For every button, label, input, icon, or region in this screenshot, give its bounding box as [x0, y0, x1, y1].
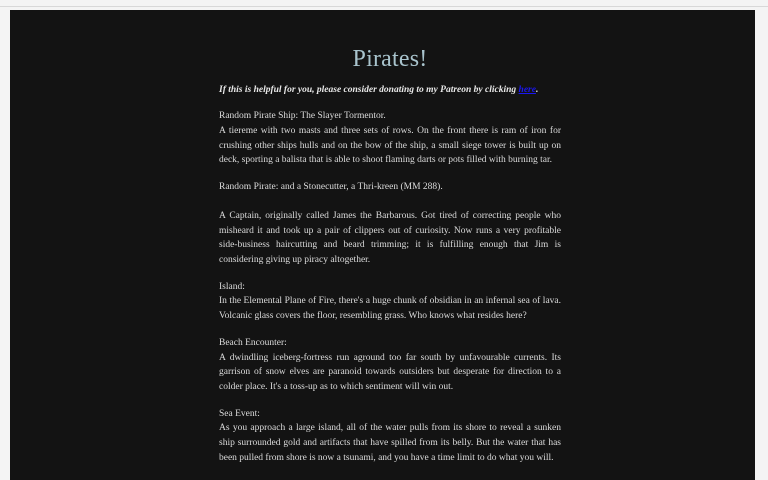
document-page	[10, 10, 755, 480]
page-title: Pirates!	[352, 46, 428, 72]
section-label: Beach Encounter:	[219, 337, 287, 348]
section-island	[219, 280, 561, 324]
section-body: A tiereme with two masts and three sets of rows. On the front there is ram of iron for crushing other ships hulls and on the bow of the ship, a small siege tower is built up on deck, sporting a balista that is able to shoot flaming darts or pots filled with burning tar.	[219, 125, 561, 166]
donation-notice-text-after: .	[535, 85, 539, 96]
section-beach-encounter	[219, 336, 561, 395]
section-random-pirate-ship	[219, 109, 561, 168]
section-body: A Captain, originally called James the Barbarous. Got tired of correcting people who misheard it and took up a pair of clippers out of curiosity. Now runs a very profitable side-business haircutting and beard trimming; it is fulfilling enough that Jim is considering giving up piracy altogether.	[219, 210, 561, 265]
donation-notice	[219, 84, 561, 97]
section-label: Sea Event:	[219, 408, 260, 419]
section-label: Random Pirate Ship: The Slayer Tormentor.	[219, 111, 386, 122]
document-content-column	[219, 10, 561, 466]
frame-divider	[0, 6, 768, 7]
section-body: In the Elemental Plane of Fire, there's a huge chunk of obsidian in an infernal sea of lava. Volcanic glass covers the floor, resembling grass. Who knows what resides here?	[219, 296, 561, 322]
section-body: A dwindling iceberg-fortress run aground too far south by unfavourable currents. Its garrison of snow elves are paranoid towards outsiders but desperate for direction to a colder place. It's a toss-up as to which sentiment will win out.	[219, 352, 561, 392]
patreon-donate-link[interactable]: here	[518, 85, 536, 96]
section-sea-event	[219, 407, 561, 466]
section-label: Random Pirate: and a Stonecutter, a Thri-kreen (MM 288).	[219, 182, 443, 193]
donation-notice-text-before: If this is helpful for you, please consider donating to my Patreon by clicking	[219, 85, 519, 96]
section-random-pirate	[219, 180, 561, 268]
section-body: As you approach a large island, all of the water pulls from its shore to reveal a sunken ship surrounded gold and artifacts that have spilled from its belly. But the water that has been pulled from shore is now a tsunami, and you have a time limit to do what you will.	[219, 423, 561, 463]
section-label: Island:	[219, 281, 245, 292]
